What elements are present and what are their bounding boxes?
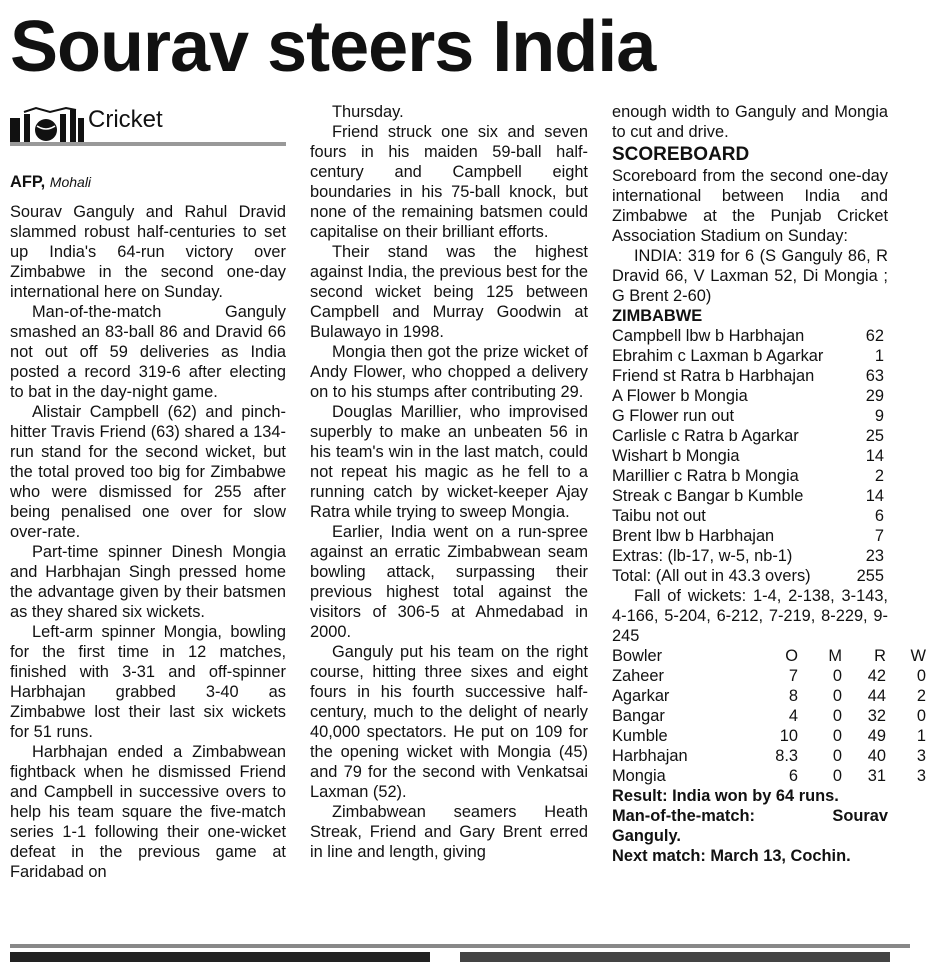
fall-of-wickets: Fall of wickets: 1-4, 2-138, 3-143, 4-166, 5-204, 6-212, 7-219, 8-229, 9-245 — [612, 587, 888, 645]
byline-agency: AFP, — [10, 173, 46, 191]
batsman-runs: 23 — [865, 547, 884, 565]
bowling-cell: 0 — [832, 687, 842, 705]
bowling-cell: R — [874, 647, 886, 665]
bowling-cell: 49 — [867, 727, 886, 745]
bowling-cell: Zaheer — [612, 667, 664, 685]
bowling-cell: 0 — [916, 667, 926, 685]
batsman-runs: 255 — [856, 567, 884, 585]
batting-row — [612, 446, 888, 466]
batsman-runs: 2 — [874, 467, 884, 485]
bowling-cell: 0 — [832, 727, 842, 745]
bowling-cell: Mongia — [612, 767, 666, 785]
batting-row — [612, 426, 888, 446]
footer-fragment — [0, 952, 920, 962]
column-2 — [310, 102, 588, 862]
footer-rule — [10, 944, 910, 948]
batsman-runs: 1 — [874, 347, 884, 365]
scoreboard-title: SCOREBOARD — [612, 144, 750, 165]
bowling-cell: 3 — [916, 767, 926, 785]
bowling-cell: 10 — [779, 727, 798, 745]
bowling-cell: 32 — [867, 707, 886, 725]
bowling-cell: O — [785, 647, 798, 665]
batsman-runs: 63 — [865, 367, 884, 385]
team-heading: ZIMBABWE — [612, 307, 703, 325]
bowling-cell: Harbhajan — [612, 747, 688, 765]
india-score: INDIA: 319 for 6 (S Ganguly 86, R Dravid 66, V Laxman 52, Di Mongia ; G Brent 2-60) — [612, 247, 888, 305]
section-tag — [10, 100, 286, 144]
batting-row — [612, 386, 888, 406]
batsman-dismissal: Streak c Bangar b Kumble — [612, 487, 804, 505]
batsman-dismissal: Ebrahim c Laxman b Agarkar — [612, 347, 824, 365]
bowling-cell: 0 — [832, 747, 842, 765]
bowling-cell: 42 — [867, 667, 886, 685]
bowling-cell: Bangar — [612, 707, 665, 725]
batsman-dismissal: G Flower run out — [612, 407, 735, 425]
batting-row — [612, 406, 888, 426]
batsman-dismissal: Wishart b Mongia — [612, 447, 740, 465]
batting-row — [612, 506, 888, 526]
batsman-dismissal: Extras: (lb-17, w-5, nb-1) — [612, 547, 793, 565]
bowling-header — [612, 646, 926, 666]
bowling-cell: 2 — [916, 687, 926, 705]
bowling-cell: W — [910, 647, 926, 665]
paragraph: Mongia then got the prize wicket of Andy Flower, who chopped a delivery on to his stumps after contributing 29. — [310, 343, 588, 401]
bowling-cell: 3 — [916, 747, 926, 765]
batting-row — [612, 486, 888, 506]
bowling-row — [612, 666, 926, 686]
bowling-cell: 31 — [867, 767, 886, 785]
paragraph: Zimbabwean seamers Heath Streak, Friend and Gary Brent erred in line and length, giving — [310, 803, 588, 861]
paragraph: Ganguly put his team on the right course, hitting three sixes and eight fours in his fourth successive half-century, much to the delight of nearly 40,000 spectators. He put on 109 for the opening wicket with Mongia (45) and 79 for the second with Venkatsai Laxman (52). — [310, 643, 588, 801]
batsman-dismissal: Carlisle c Ratra b Agarkar — [612, 427, 799, 445]
paragraph: Harbhajan ended a Zimbabwean fightback when he dismissed Friend and Campbell in successive overs to help his team square the five-match series 1-1 following their one-wicket defeat in the previous game at Faridabad on — [10, 743, 286, 881]
bowling-cell: 6 — [788, 767, 798, 785]
byline-place: Mohali — [49, 174, 92, 190]
next-match: Next match: March 13, Cochin. — [612, 847, 851, 865]
bowling-table — [612, 646, 926, 786]
bowling-cell: M — [828, 647, 842, 665]
headline: Sourav steers India — [10, 7, 656, 87]
batting-row — [612, 326, 888, 346]
bowling-row — [612, 706, 926, 726]
batsman-runs: 14 — [865, 447, 884, 465]
batsman-runs: 9 — [874, 407, 884, 425]
batsman-dismissal: Brent lbw b Harbhajan — [612, 527, 775, 545]
batsman-dismissal: Campbell lbw b Harbhajan — [612, 327, 805, 345]
paragraph: Thursday. — [332, 103, 404, 121]
paragraph: Friend struck one six and seven fours in his maiden 59-ball half-century and Campbell eight boundaries in his 75-ball knock, but none of the remaining batsmen could capitalise on their brilliant efforts. — [310, 123, 588, 241]
column-3 — [612, 102, 926, 866]
man-of-the-match: Man-of-the-match: Sourav Ganguly. — [612, 807, 888, 845]
batsman-runs: 14 — [865, 487, 884, 505]
bowling-cell: 8 — [788, 687, 798, 705]
bowling-cell: 4 — [788, 707, 798, 725]
bowling-cell: 7 — [788, 667, 798, 685]
batsman-dismissal: Taibu not out — [612, 507, 706, 525]
bowling-cell: 0 — [916, 707, 926, 725]
batting-row — [612, 366, 888, 386]
paragraph: Man-of-the-match Ganguly smashed an 83-ball 86 and Dravid 66 not out off 59 deliveries as India posted a record 319-6 after electing to bat in the day-night game. — [10, 303, 286, 401]
result: Result: India won by 64 runs. — [612, 787, 839, 805]
batsman-runs: 62 — [865, 327, 884, 345]
paragraph: Sourav Ganguly and Rahul Dravid slammed robust half-centuries to set up India's 64-run victory over Zimbabwe in the second one-day international here on Sunday. — [10, 203, 286, 301]
paragraph: Part-time spinner Dinesh Mongia and Harbhajan Singh pressed home the advantage given by their batsmen as they shared six wickets. — [10, 543, 286, 621]
batting-row — [612, 526, 888, 546]
batting-row — [612, 466, 888, 486]
batsman-runs: 25 — [865, 427, 884, 445]
paragraph: Alistair Campbell (62) and pinch-hitter Travis Friend (63) shared a 134-run stand for the second wicket, but the total proved too big for Zimbabwe who were dismissed for 255 after being penalised one over for slow over-rate. — [10, 403, 286, 541]
cricket-ball-icon — [10, 106, 84, 142]
paragraph: Left-arm spinner Mongia, bowling for the first time in 12 matches, finished with 3-31 and off-spinner Harbhajan grabbed 3-40 as Zimbabwe lost their last six wickets for 51 runs. — [10, 623, 286, 741]
bowling-row — [612, 746, 926, 766]
batsman-dismissal: Friend st Ratra b Harbhajan — [612, 367, 815, 385]
bowling-row — [612, 686, 926, 706]
batsman-runs: 29 — [865, 387, 884, 405]
bowling-row — [612, 766, 926, 786]
paragraph: Earlier, India went on a run-spree against an erratic Zimbabwean seam bowling attack, surpassing their previous highest total against the visitors of 306-5 at Ahmedabad in 2000. — [310, 523, 588, 641]
batting-list — [612, 326, 888, 586]
bowling-cell: 0 — [832, 767, 842, 785]
batsman-dismissal: Marillier c Ratra b Mongia — [612, 467, 799, 485]
column-1 — [10, 100, 286, 882]
batsman-dismissal: A Flower b Mongia — [612, 387, 748, 405]
batsman-runs: 6 — [874, 507, 884, 525]
paragraph: Douglas Marillier, who improvised superbly to make an unbeaten 56 in his team's win in the last match, could not repeat his magic as he fell to a running catch by wicket-keeper Ajay Ratra while trying to sweep Mongia. — [310, 403, 588, 521]
batting-row — [612, 566, 888, 586]
batting-row — [612, 546, 888, 566]
bowling-cell: Agarkar — [612, 687, 670, 705]
bowling-cell: 44 — [867, 687, 886, 705]
batsman-dismissal: Total: (All out in 43.3 overs) — [612, 567, 811, 585]
bowling-cell: 1 — [916, 727, 926, 745]
byline — [10, 172, 286, 192]
paragraph: enough width to Ganguly and Mongia to cut and drive. — [612, 103, 888, 141]
bowling-cell: Bowler — [612, 647, 663, 665]
bowling-cell: 8.3 — [775, 747, 798, 765]
scoreboard-intro: Scoreboard from the second one-day international between India and Zimbabwe at the Punjab Cricket Association Stadium on Sunday: — [612, 167, 888, 245]
bowling-cell: 40 — [867, 747, 886, 765]
bowling-cell: Kumble — [612, 727, 668, 745]
section-label: Cricket — [88, 106, 163, 133]
bowling-row — [612, 726, 926, 746]
batsman-runs: 7 — [874, 527, 884, 545]
paragraph: Their stand was the highest against India, the previous best for the second wicket being 125 between Campbell and Murray Goodwin at Bulawayo in 1998. — [310, 243, 588, 341]
bowling-cell: 0 — [832, 667, 842, 685]
batting-row — [612, 346, 888, 366]
bowling-cell: 0 — [832, 707, 842, 725]
